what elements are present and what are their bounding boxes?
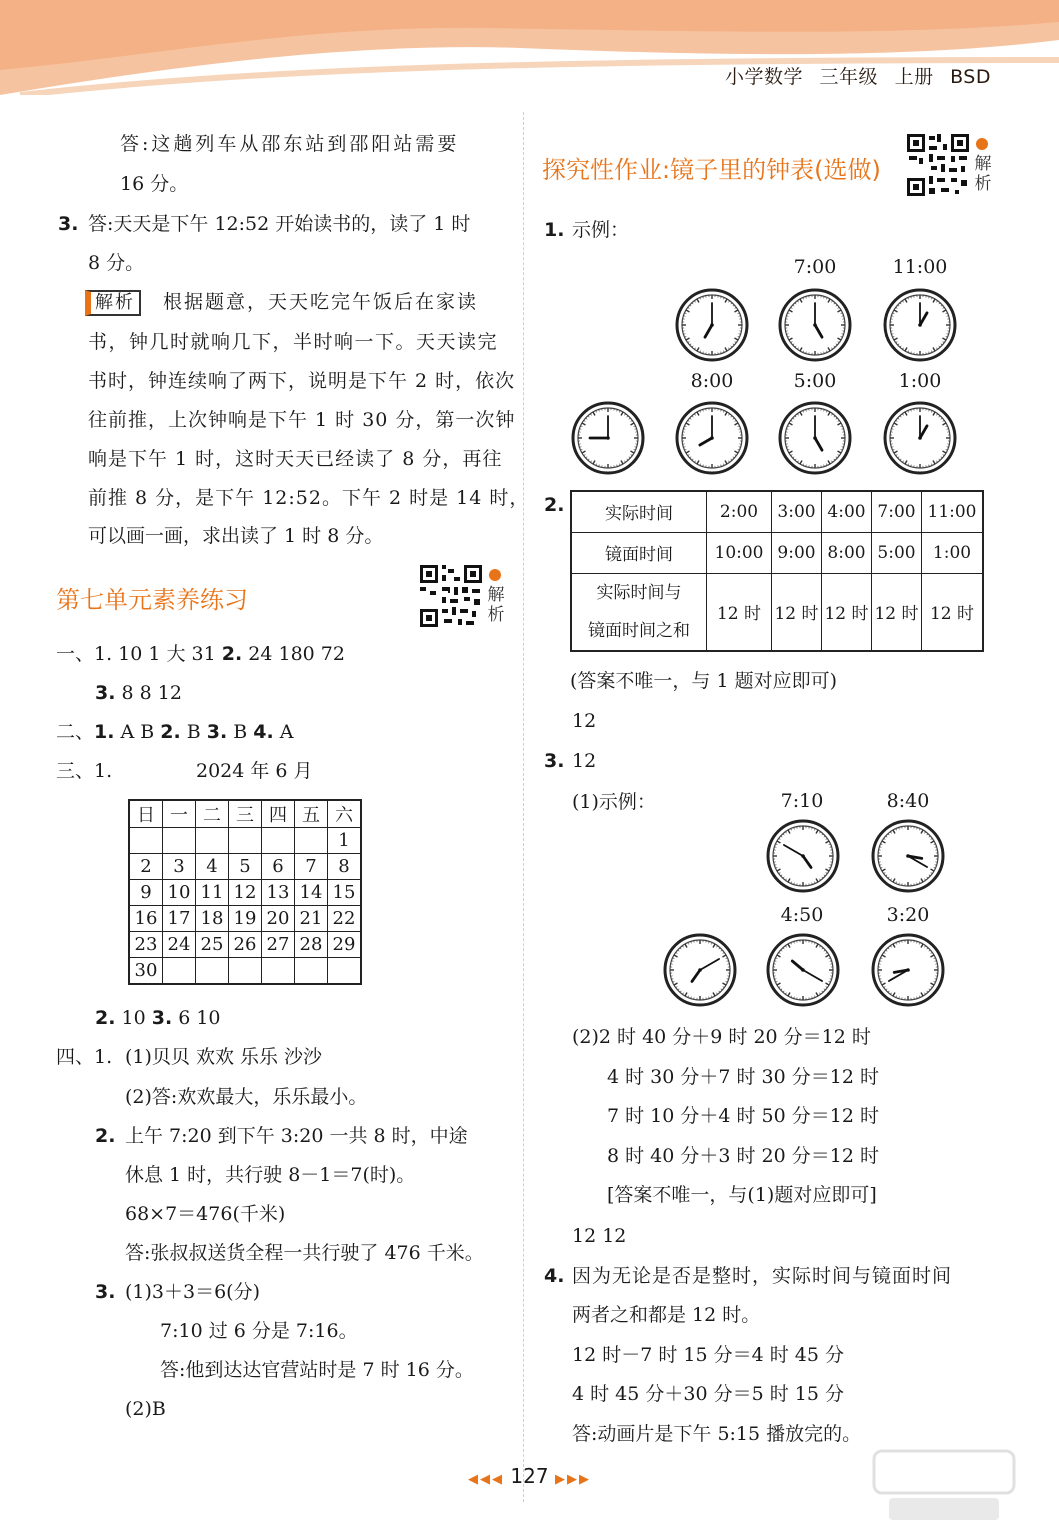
question-number: 2. — [95, 1125, 116, 1147]
calendar-row — [129, 932, 361, 958]
book-subject: 小学数学 三年级 上册 BSD — [724, 66, 991, 88]
table-cell: 3:00 — [772, 491, 822, 532]
text-line: 8 时 40 分＋3 时 20 分＝12 时 — [607, 1145, 879, 1167]
calendar-cell: 22 — [328, 906, 362, 932]
calendar-cell: 15 — [328, 880, 362, 906]
clock-face — [570, 400, 646, 476]
play-icon — [489, 569, 501, 581]
text-line: (2)答:欢欢最大，乐乐最小。 — [125, 1086, 368, 1108]
question-number: 2. — [160, 721, 181, 743]
question-number: 1. — [544, 219, 565, 241]
calendar-cell: 3 — [163, 854, 196, 880]
calendar-header-row — [129, 800, 361, 828]
calendar-cell: 2 — [129, 854, 163, 880]
calendar-cell: 25 — [196, 932, 229, 958]
clock-center — [918, 436, 922, 440]
table-cell: 12 时 — [872, 573, 922, 651]
table-cell: 4:00 — [822, 491, 872, 532]
text-line: 因为无论是否是整时，实际时间与镜面时间 — [572, 1265, 953, 1287]
table-cell: 12 时 — [822, 573, 872, 651]
clock-face — [674, 287, 750, 363]
calendar-cell: 14 — [295, 880, 328, 906]
clock-face — [882, 400, 958, 476]
text-line: 7:10 过 6 分是 7:16。 — [160, 1320, 358, 1342]
answer-text: 24 180 72 — [242, 643, 345, 665]
clock-center — [918, 323, 922, 327]
qr-code-icon[interactable] — [905, 132, 971, 198]
calendar-cell: 18 — [196, 906, 229, 932]
text-line: (1)贝贝 欢欢 乐乐 沙沙 — [125, 1046, 323, 1068]
calendar-cell: 19 — [229, 906, 262, 932]
watermark-icon — [869, 1446, 1019, 1526]
calendar-cell: 六 — [328, 800, 362, 828]
text-line: 68×7＝476(千米) — [125, 1203, 286, 1225]
table-row — [571, 573, 983, 651]
table-cell: 12 时 — [772, 573, 822, 651]
calendar-cell — [229, 828, 262, 854]
clock-face — [662, 932, 738, 1008]
calendar-row — [129, 828, 361, 854]
calendar-cell: 20 — [262, 906, 295, 932]
clock-face — [765, 818, 841, 894]
text-line: 两者之和都是 12 时。 — [572, 1304, 761, 1326]
table-cell: 11:00 — [922, 491, 984, 532]
question-number: 3. — [58, 213, 79, 235]
analysis-text: 根据题意，天天吃完午饭后在家读 — [163, 291, 479, 313]
answer-line — [56, 642, 345, 666]
question-number: 4. — [253, 721, 274, 743]
clock-face — [777, 287, 853, 363]
calendar-cell: 28 — [295, 932, 328, 958]
answer-text: 二、 — [56, 721, 95, 743]
calendar-cell: 二 — [196, 800, 229, 828]
text-line: 12 12 — [572, 1225, 627, 1247]
clock-center — [813, 436, 817, 440]
calendar-cell: 26 — [229, 932, 262, 958]
section-title: 探究性作业:镜子里的钟表(选做) — [542, 156, 881, 184]
calendar-cell: 6 — [262, 854, 295, 880]
text-line: (2)2 时 40 分＋9 时 20 分＝12 时 — [572, 1026, 871, 1048]
answer-text: A B — [114, 721, 161, 743]
table-cell: 7:00 — [872, 491, 922, 532]
text-line: 16 分。 — [120, 173, 189, 195]
calendar-cell: 8 — [328, 854, 362, 880]
clock-label: 11:00 — [892, 256, 948, 278]
section-title: 第七单元素养练习 — [56, 586, 248, 614]
calendar-cell: 24 — [163, 932, 196, 958]
clock-face — [674, 400, 750, 476]
calendar-cell — [262, 828, 295, 854]
text-line: 4 时 30 分＋7 时 30 分＝12 时 — [607, 1066, 879, 1088]
text-line: 上午 7:20 到下午 3:20 一共 8 时，中途 — [125, 1125, 468, 1147]
table-cell: 1:00 — [922, 532, 984, 573]
table-cell: 实际时间 — [571, 491, 707, 532]
clock-center — [710, 323, 714, 327]
text-line: 12 — [572, 710, 597, 732]
text-line: [答案不唯一，与(1)题对应即可] — [607, 1184, 877, 1206]
answer-text: B — [180, 721, 207, 743]
clock-label: 5:00 — [793, 370, 837, 392]
clock-label: 8:40 — [886, 790, 930, 812]
question-number: 3. — [95, 682, 116, 704]
table-cell: 2:00 — [707, 491, 772, 532]
text-line: (答案不唯一，与 1 题对应即可) — [570, 670, 837, 692]
calendar-cell: 23 — [129, 932, 163, 958]
calendar-cell — [163, 828, 196, 854]
table-row — [571, 491, 983, 532]
calendar-row — [129, 906, 361, 932]
clock-face — [870, 932, 946, 1008]
clock-center — [813, 323, 817, 327]
clock-face — [765, 932, 841, 1008]
calendar-cell: 16 — [129, 906, 163, 932]
text-line: 答:张叔叔送货全程一共行驶了 476 千米。 — [125, 1242, 484, 1264]
text-line: 响是下午 1 时，这时天天已经读了 8 分，再往 — [88, 448, 503, 470]
table-cell: 10:00 — [707, 532, 772, 573]
question-number: 3. — [544, 750, 565, 772]
clock-label: 8:00 — [690, 370, 734, 392]
calendar-cell — [295, 958, 328, 985]
table-cell: 12 时 — [922, 573, 984, 651]
calendar-cell — [295, 828, 328, 854]
text-line: 4 时 45 分＋30 分＝5 时 15 分 — [572, 1383, 844, 1405]
question-number: 3. — [95, 1281, 116, 1303]
answer-line — [56, 720, 294, 744]
clock-label: 7:00 — [793, 256, 837, 278]
text-line: 答:他到达达官营站时是 7 时 16 分。 — [160, 1359, 474, 1381]
calendar-cell — [229, 958, 262, 985]
text-line: 休息 1 时，共行驶 8－1＝7(时)。 — [125, 1164, 416, 1186]
text-line: 往前推，上次钟响是下午 1 时 30 分，第一次钟 — [88, 409, 516, 431]
text-line: 示例： — [572, 219, 630, 241]
calendar-cell: 1 — [328, 828, 362, 854]
calendar-cell: 12 — [229, 880, 262, 906]
calendar-cell — [262, 958, 295, 985]
answer-line: 三、1. — [56, 760, 113, 782]
answer-line — [95, 681, 182, 705]
qr-label: 解析 — [487, 585, 505, 625]
table-cell: 5:00 — [872, 532, 922, 573]
calendar-row — [129, 958, 361, 985]
calendar-cell — [129, 828, 163, 854]
answer-text: 10 — [115, 1007, 152, 1029]
clock-center — [698, 968, 702, 972]
calendar-cell: 日 — [129, 800, 163, 828]
calendar-cell: 11 — [196, 880, 229, 906]
calendar-row — [129, 880, 361, 906]
analysis-badge: 解析 — [85, 290, 141, 316]
calendar-cell: 9 — [129, 880, 163, 906]
text-line: 12 时－7 时 15 分＝4 时 45 分 — [572, 1344, 844, 1366]
calendar-row — [129, 854, 361, 880]
calendar-cell: 5 — [229, 854, 262, 880]
text-line: 答:天天是下午 12:52 开始读书的，读了 1 时 — [88, 213, 471, 235]
question-number: 2. — [95, 1007, 116, 1029]
clock-center — [906, 968, 910, 972]
calendar-cell — [163, 958, 196, 985]
calendar-cell — [328, 958, 362, 985]
text-line: (1)3＋3＝6(分) — [125, 1281, 261, 1303]
clock-center — [710, 436, 714, 440]
clock-face — [777, 400, 853, 476]
calendar-cell: 29 — [328, 932, 362, 958]
text-line: 书时，钟连续响了两下，说明是下午 2 时，依次 — [88, 370, 516, 392]
table-cell: 12 时 — [707, 573, 772, 651]
answer-text: 8 8 12 — [115, 682, 182, 704]
table-cell: 9:00 — [772, 532, 822, 573]
calendar-cell: 27 — [262, 932, 295, 958]
calendar-cell: 30 — [129, 958, 163, 985]
answer-text: 一、1. 10 1 大 31 — [56, 643, 222, 665]
table-row — [571, 532, 983, 573]
answer-text: 6 10 — [172, 1007, 221, 1029]
clock-label: 7:10 — [780, 790, 824, 812]
text-line: (1)示例： — [572, 791, 656, 813]
analysis-line — [85, 290, 478, 316]
text-line: 答:这趟列车从邵东站到邵阳站需要 — [120, 133, 460, 155]
question-number: 1. — [94, 721, 115, 743]
column-divider — [523, 112, 524, 1502]
clock-center — [801, 854, 805, 858]
question-number: 3. — [151, 1007, 173, 1029]
text-line: 8 分。 — [88, 252, 145, 274]
time-table — [570, 490, 984, 652]
text-line: 书，钟几时就响几下，半时响一下。天天读完 — [88, 331, 499, 353]
answer-line — [95, 1006, 221, 1030]
calendar-cell: 7 — [295, 854, 328, 880]
text-line: 答:动画片是下午 5:15 播放完的。 — [572, 1423, 862, 1445]
text-line: (2)B — [125, 1398, 166, 1420]
clock-label: 1:00 — [898, 370, 942, 392]
table-cell: 镜面时间 — [571, 532, 707, 573]
question-number: 3. — [206, 721, 228, 743]
clock-face — [870, 818, 946, 894]
calendar-title: 2024 年 6 月 — [196, 760, 313, 782]
qr-code-icon[interactable] — [418, 563, 484, 629]
calendar-cell: 10 — [163, 880, 196, 906]
calendar-cell: 四 — [262, 800, 295, 828]
header-banner — [0, 0, 1059, 95]
qr-label: 解析 — [974, 154, 992, 194]
calendar-cell: 17 — [163, 906, 196, 932]
table-cell: 8:00 — [822, 532, 872, 573]
clock-label: 4:50 — [780, 904, 824, 926]
clock-center — [906, 854, 910, 858]
clock-center — [801, 968, 805, 972]
text-line: 前推 8 分，是下午 12:52。下午 2 时是 14 时， — [88, 487, 530, 509]
page-number: 127 — [510, 1464, 549, 1488]
question-number: 4. — [544, 1265, 565, 1287]
clock-face — [882, 287, 958, 363]
calendar-cell: 21 — [295, 906, 328, 932]
text-line: 可以画一画，求出读了 1 时 8 分。 — [88, 525, 384, 547]
calendar-cell — [196, 958, 229, 985]
question-number: 2. — [221, 643, 243, 665]
calendar-cell: 4 — [196, 854, 229, 880]
calendar-table — [128, 799, 362, 985]
calendar-cell: 13 — [262, 880, 295, 906]
text-line: 7 时 10 分＋4 时 50 分＝12 时 — [607, 1105, 879, 1127]
prev-arrows-icon: ◀◀◀ — [468, 1472, 505, 1487]
clock-label: 3:20 — [886, 904, 930, 926]
calendar-cell: 五 — [295, 800, 328, 828]
play-icon — [976, 138, 988, 150]
table-cell: 实际时间与 镜面时间之和 — [571, 573, 707, 651]
question-number: 2. — [544, 494, 565, 516]
section-number: 四、1. — [56, 1046, 113, 1068]
answer-text: A — [273, 721, 294, 743]
calendar-cell — [196, 828, 229, 854]
calendar-cell: 三 — [229, 800, 262, 828]
answer-text: B — [227, 721, 254, 743]
next-arrows-icon: ▶▶▶ — [554, 1472, 591, 1487]
text-line: 12 — [572, 750, 597, 772]
calendar-cell: 一 — [163, 800, 196, 828]
clock-center — [606, 436, 610, 440]
